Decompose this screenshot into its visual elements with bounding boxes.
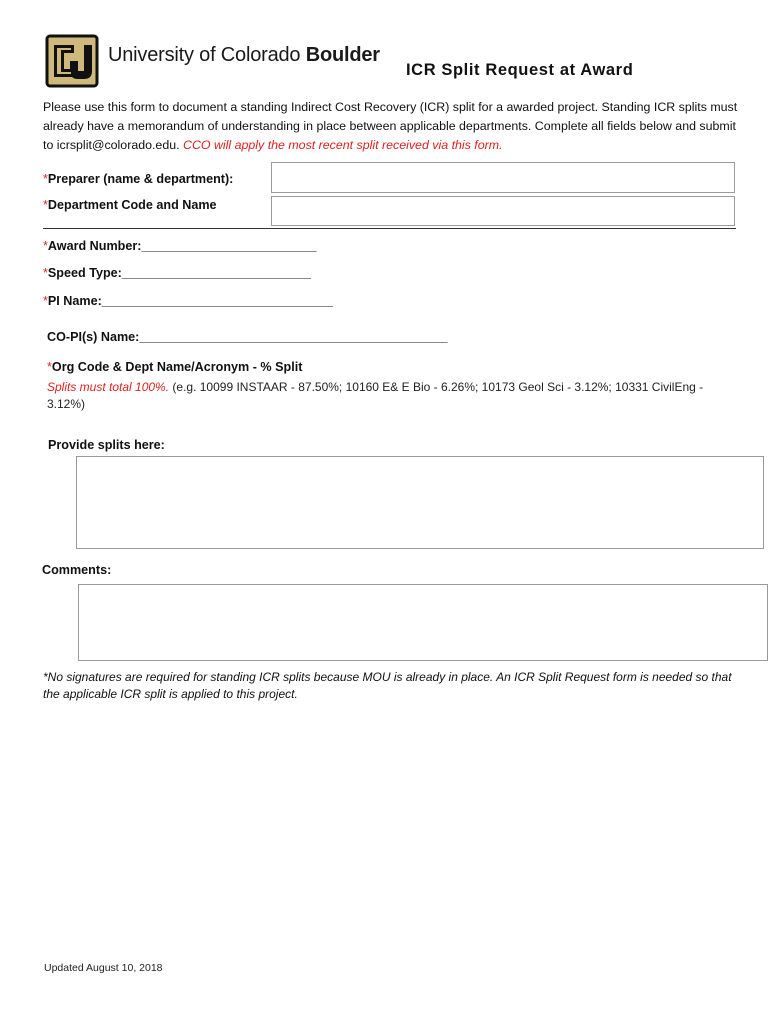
splits-note: Splits must total 100%. <box>47 380 170 394</box>
footnote: *No signatures are required for standing ICR splits because MOU is already in place. An ICR Split Request form is needed so that the applicable ICR split is applied to this project. <box>43 670 732 701</box>
copi-name-field[interactable]: CO-PI(s) Name:____________________________________________ <box>47 330 448 344</box>
university-name: University of Colorado Boulder <box>108 44 380 66</box>
preparer-input[interactable] <box>271 162 735 193</box>
pi-name-field[interactable]: *PI Name:_________________________________ <box>43 294 333 308</box>
org-code-label: *Org Code & Dept Name/Acronym - % Split <box>47 360 303 374</box>
splits-label: Provide splits here: <box>48 438 165 452</box>
speed-type-field[interactable]: *Speed Type:___________________________ <box>43 266 311 280</box>
department-input[interactable] <box>271 196 735 226</box>
preparer-label: *Preparer (name & department): <box>43 172 234 186</box>
splits-instructions: Splits must total 100%. (e.g. 10099 INSTAAR - 87.50%; 10160 E& E Bio - 6.26%; 10173 Geol Sci - 3.12%; 10331 CivilEng - 3.12%) <box>47 380 704 411</box>
comments-textarea[interactable] <box>78 584 768 661</box>
intro-text: Please use this form to document a standing Indirect Cost Recovery (ICR) split for a awarded project. Standing ICR splits must already have a memorandum of understanding in place between applicable departments. Complete all fields below and submit to icrsplit@colorado.edu. CCO will apply the most recent split received via this form. <box>43 100 738 152</box>
comments-label: Comments: <box>42 563 112 577</box>
cu-logo-icon <box>44 33 100 89</box>
splits-textarea[interactable] <box>76 456 764 549</box>
department-label: *Department Code and Name <box>43 198 217 212</box>
form-title: ICR Split Request at Award <box>406 61 634 79</box>
award-number-field[interactable]: *Award Number:_________________________ <box>43 239 317 253</box>
divider <box>43 228 736 229</box>
updated-date: Updated August 10, 2018 <box>44 962 163 974</box>
intro-highlight: CCO will apply the most recent split received via this form. <box>183 138 503 152</box>
